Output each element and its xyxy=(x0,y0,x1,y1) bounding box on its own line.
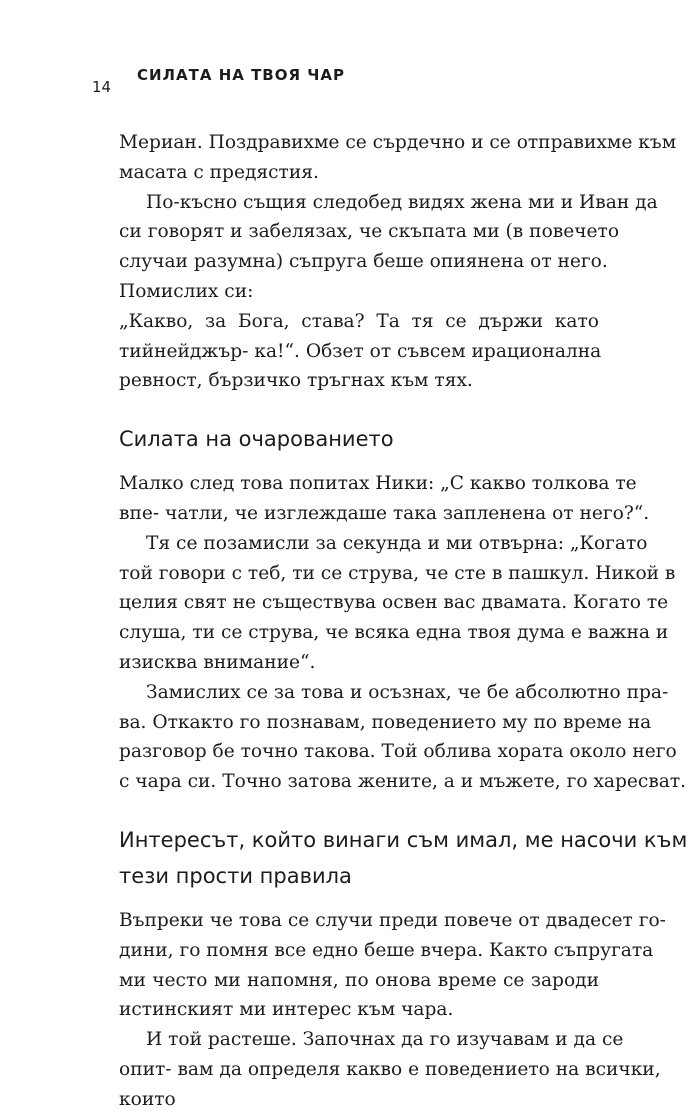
text-line: дини, го помня все едно беше вчера. Както съпругата xyxy=(119,939,654,961)
paragraph xyxy=(119,529,676,678)
text-line: той говори с теб, ти се струва, че сте в пашкул. Никой в xyxy=(119,562,676,584)
text-line: истинският ми интерес към чара. xyxy=(119,999,454,1021)
text-line: Въпреки че това се случи преди повече от двадесет го- xyxy=(119,909,666,931)
text-line: опит- вам да определя какво е поведението на всички, xyxy=(119,1058,661,1080)
text-line: разговор бе точно такова. Той облива хората около него xyxy=(119,741,677,763)
text-line: които xyxy=(119,1088,176,1110)
text-line: ва. Откакто го познавам, поведението му по време на xyxy=(119,711,652,733)
text-line: изисква внимание“. xyxy=(119,651,316,673)
text-line: ми често ми напомня, по онова време се зароди xyxy=(119,969,599,991)
text-line: ревност, бързичко тръгнах към тях. xyxy=(119,370,473,392)
text-line: си говорят и забелязах, че скъпата ми (в повечето xyxy=(119,221,620,243)
paragraph xyxy=(119,906,666,1025)
text-line: случаи разумна) съпруга беше опиянена от него. xyxy=(119,251,608,273)
text-line: Помислих си: xyxy=(119,280,254,302)
text-line: Мериан. Поздравихме се сърдечно и се отправихме към xyxy=(119,132,677,153)
running-title: СИЛАТА НА ТВОЯ ЧАР xyxy=(137,66,345,84)
text-line: с чара си. Точно затова жените, а и мъжете, го харесват. xyxy=(119,771,687,793)
section-heading-line: Интересът, който винаги съм имал, ме насочи към xyxy=(119,827,688,852)
paragraph xyxy=(119,188,658,307)
paragraph xyxy=(119,678,687,797)
body-text xyxy=(119,128,688,1115)
text-line: целия свят не съществува освен вас двамата. Когато те xyxy=(119,592,669,614)
text-line: Тя се позамисли за секунда и ми отвърна: „Когато xyxy=(146,532,648,554)
text-line: впе- чатли, че изглеждаше така запленена от него?“. xyxy=(119,502,650,524)
text-line: „Какво, за Бога, става? Та тя се държи като xyxy=(119,310,599,332)
text-line: И той растеше. Започнах да го изучавам и да се xyxy=(146,1029,624,1051)
section-heading xyxy=(119,822,688,894)
page-number: 14 xyxy=(92,78,112,96)
text-line: слуша, ти се струва, че всяка една твоя дума е важна и xyxy=(119,622,669,644)
text-line: По-късно същия следобед видях жена ми и Иван да xyxy=(146,191,658,213)
text-line: масата с предястия. xyxy=(119,161,319,183)
section-heading-line: тези прости правила xyxy=(119,863,352,888)
section-heading-line: Силата на очарованието xyxy=(119,427,394,452)
text-line: Замислих се за това и осъзнах, че бе абсолютно пра- xyxy=(146,681,669,703)
paragraph xyxy=(119,1025,661,1114)
text-line: Малко след това попитах Ники: „С какво толкова те xyxy=(119,473,637,495)
paragraph xyxy=(119,469,650,529)
paragraph xyxy=(119,307,602,396)
paragraph xyxy=(119,128,677,188)
text-line: тийнейджър- ка!“. Обзет от съвсем ирационална xyxy=(119,340,602,362)
running-head xyxy=(92,66,592,106)
section-heading xyxy=(119,421,599,457)
